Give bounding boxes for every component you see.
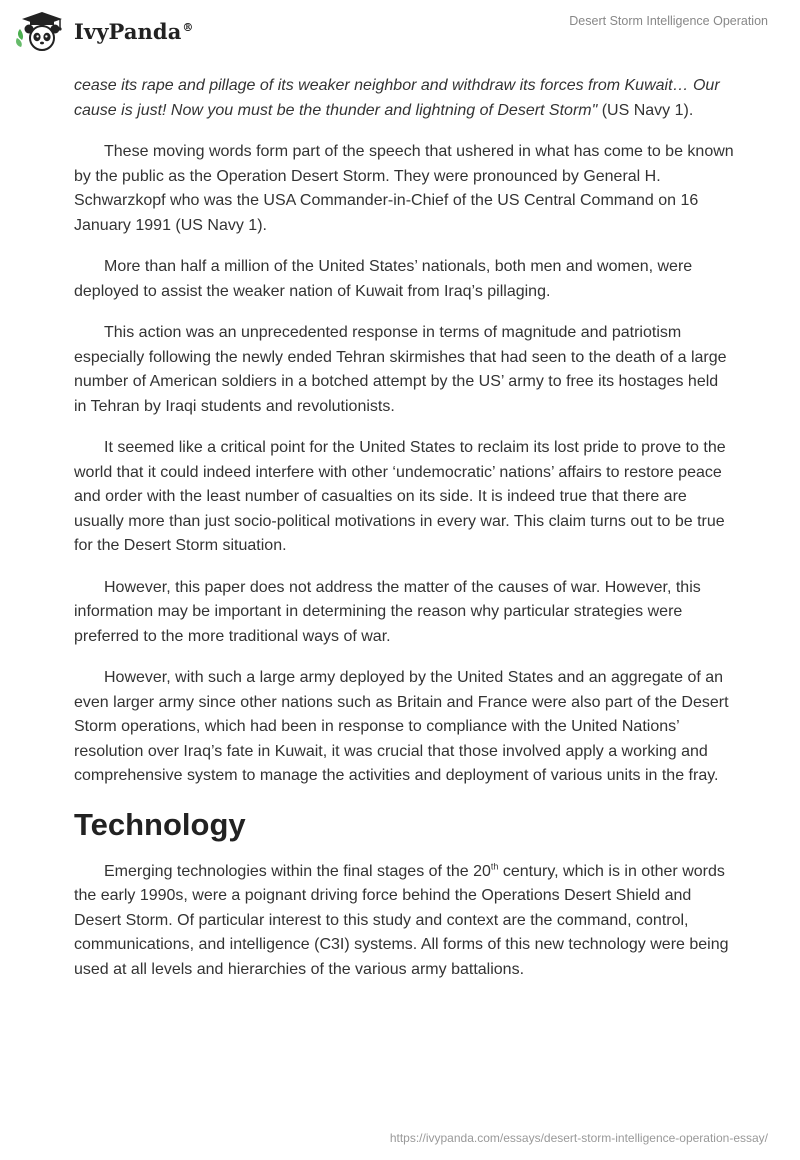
quote-citation: (US Navy 1). — [597, 101, 694, 119]
paragraph: However, this paper does not address the matter of the causes of war. However, this information may be important in determining the reason why particular strategies were preferred to the more traditional ways of war. — [74, 578, 701, 645]
document-title: Desert Storm Intelligence Operation — [569, 14, 768, 28]
panda-graduation-cap-icon — [16, 10, 68, 52]
ivypanda-logo[interactable] — [16, 10, 194, 52]
paragraph: More than half a million of the United States’ nationals, both men and women, were deployed to assist the weaker nation of Kuwait from Iraq’s pillaging. — [74, 258, 693, 300]
logo-text: IvyPanda® — [74, 18, 194, 44]
page-header — [0, 0, 800, 60]
paragraph: These moving words form part of the speech that ushered in what has come to be known by the public as the Operation Desert Storm. They were pronounced by General H. Schwarzkopf who was the USA Commander-in-Chief of the US Central Command on 16 January 1991 (US Navy 1). — [74, 143, 734, 234]
paragraph: This action was an unprecedented response in terms of magnitude and patriotism especially following the newly ended Tehran skirmishes that had seen to the death of a large number of American soldiers in a botched attempt by the US’ army to free its hostages held in Tehran by Iraqi students and revolutionists. — [74, 324, 727, 415]
section-heading-technology: Technology — [74, 806, 246, 842]
paragraph: Emerging technologies within the final stages of the 20th century, which is in other words the early 1990s, were a poignant driving force behind the Operations Desert Shield and Desert Storm. Of particular interest to this study and context are the command, control, communications, and intelligence (C3I) systems. All forms of this new technology were being used at all levels and hierarchies of the various army battalions. — [74, 861, 729, 978]
quote-text: cease its rape and pillage of its weaker neighbor and withdraw its forces from Kuwait… Our cause is just! Now you must be the thunder and lightning of Desert Storm" — [74, 77, 720, 119]
intro-quote-paragraph — [74, 74, 734, 123]
source-url[interactable]: https://ivypanda.com/essays/desert-storm-intelligence-operation-essay/ — [389, 1131, 768, 1145]
essay-content — [74, 74, 734, 999]
paragraph: However, with such a large army deployed by the United States and an aggregate of an even larger army since other nations such as Britain and France were also part of the Desert Storm operations, which had been in response to compliance with the United Nations’ resolution over Iraq’s fate in Kuwait, it was crucial that those involved apply a working and comprehensive system to manage the activities and deployment of various units in the fray. — [74, 669, 729, 784]
paragraph: It seemed like a critical point for the United States to reclaim its lost pride to prove to the world that it could indeed interfere with other ‘undemocratic’ nations’ affairs to restore peace and order with the least number of casualties on its side. It is indeed true that there are usually more than just socio-political motivations in every war. This claim turns out to be true for the Desert Storm situation. — [74, 439, 726, 554]
